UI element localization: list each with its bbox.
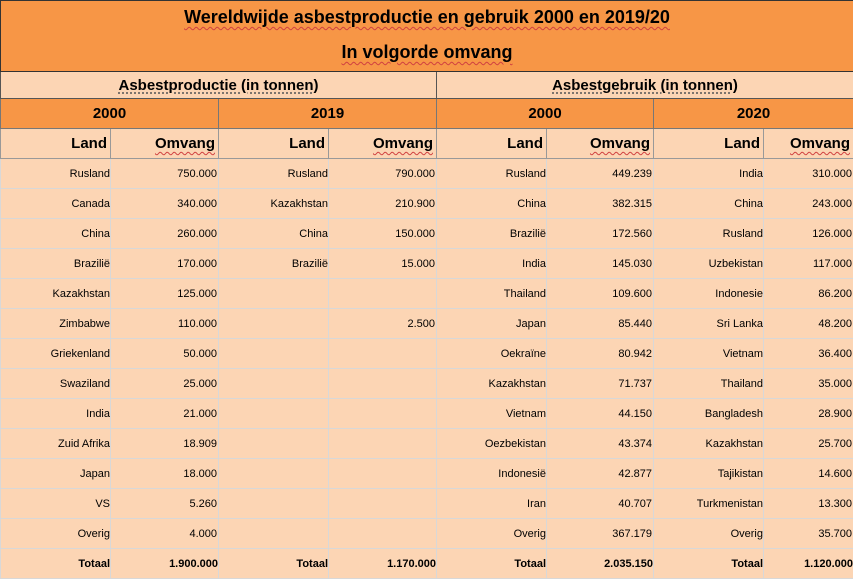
col-header-land: Land (654, 129, 764, 159)
cell-omvang: 13.300 (764, 489, 853, 519)
total-value: 1.900.000 (111, 549, 219, 579)
cell-omvang: 25.700 (764, 429, 853, 459)
cell-land: Zuid Afrika (1, 429, 111, 459)
col-header-land: Land (1, 129, 111, 159)
cell-omvang: 15.000 (329, 249, 437, 279)
cell-omvang: 340.000 (111, 189, 219, 219)
cell-omvang: 43.374 (547, 429, 654, 459)
cell-omvang: 110.000 (111, 309, 219, 339)
cell-land (219, 399, 329, 429)
table-row (1, 489, 853, 519)
col-header-omvang: Omvang (329, 129, 437, 159)
cell-omvang: 40.707 (547, 489, 654, 519)
cell-omvang: 310.000 (764, 159, 853, 189)
section-production: Asbestproductie (in tonnen) (1, 72, 437, 99)
year-header: 2000 (437, 99, 654, 129)
cell-omvang: 4.000 (111, 519, 219, 549)
table-row (1, 399, 853, 429)
year-header: 2019 (219, 99, 437, 129)
col-header-omvang: Omvang (764, 129, 853, 159)
table-subtitle: In volgorde omvang (1, 34, 853, 72)
cell-land (219, 459, 329, 489)
total-label: Totaal (1, 549, 111, 579)
cell-land (219, 429, 329, 459)
cell-land (219, 489, 329, 519)
cell-omvang: 117.000 (764, 249, 853, 279)
cell-land: Kazakhstan (654, 429, 764, 459)
cell-land: China (1, 219, 111, 249)
cell-omvang: 5.260 (111, 489, 219, 519)
cell-land (219, 339, 329, 369)
cell-land: Brazilië (437, 219, 547, 249)
cell-omvang: 28.900 (764, 399, 853, 429)
cell-land: Sri Lanka (654, 309, 764, 339)
cell-omvang (329, 489, 437, 519)
cell-omvang: 260.000 (111, 219, 219, 249)
cell-omvang: 172.560 (547, 219, 654, 249)
cell-land: China (654, 189, 764, 219)
cell-land: Iran (437, 489, 547, 519)
cell-land: Vietnam (654, 339, 764, 369)
cell-land: Oekraïne (437, 339, 547, 369)
cell-land: Turkmenistan (654, 489, 764, 519)
total-label: Totaal (654, 549, 764, 579)
cell-omvang: 150.000 (329, 219, 437, 249)
table-row (1, 189, 853, 219)
total-label: Totaal (437, 549, 547, 579)
cell-land: Tajikistan (654, 459, 764, 489)
cell-omvang: 14.600 (764, 459, 853, 489)
cell-land: India (1, 399, 111, 429)
cell-land: Vietnam (437, 399, 547, 429)
cell-omvang (329, 339, 437, 369)
cell-omvang (329, 459, 437, 489)
cell-omvang: 170.000 (111, 249, 219, 279)
table-row (1, 429, 853, 459)
cell-land: Indonesië (437, 459, 547, 489)
table-row (1, 339, 853, 369)
table-row (1, 519, 853, 549)
cell-omvang: 18.909 (111, 429, 219, 459)
cell-omvang: 243.000 (764, 189, 853, 219)
cell-omvang: 50.000 (111, 339, 219, 369)
cell-omvang: 367.179 (547, 519, 654, 549)
col-header-omvang: Omvang (547, 129, 654, 159)
table-row (1, 309, 853, 339)
cell-omvang: 44.150 (547, 399, 654, 429)
cell-omvang: 86.200 (764, 279, 853, 309)
cell-omvang: 42.877 (547, 459, 654, 489)
cell-land: Kazakhstan (219, 189, 329, 219)
cell-omvang: 750.000 (111, 159, 219, 189)
cell-omvang: 18.000 (111, 459, 219, 489)
col-header-omvang: Omvang (111, 129, 219, 159)
cell-land: Thailand (437, 279, 547, 309)
cell-omvang: 80.942 (547, 339, 654, 369)
cell-land: Japan (1, 459, 111, 489)
cell-omvang: 36.400 (764, 339, 853, 369)
cell-land: Griekenland (1, 339, 111, 369)
cell-land: China (219, 219, 329, 249)
cell-land: Overig (437, 519, 547, 549)
cell-land: Kazakhstan (1, 279, 111, 309)
cell-land (219, 369, 329, 399)
cell-land: Brazilië (219, 249, 329, 279)
cell-land: VS (1, 489, 111, 519)
table-row (1, 279, 853, 309)
total-value: 1.170.000 (329, 549, 437, 579)
cell-land: Japan (437, 309, 547, 339)
cell-land: Rusland (219, 159, 329, 189)
cell-land: Thailand (654, 369, 764, 399)
cell-omvang: 21.000 (111, 399, 219, 429)
cell-omvang (329, 519, 437, 549)
cell-land: Zimbabwe (1, 309, 111, 339)
table-row (1, 219, 853, 249)
cell-omvang: 145.030 (547, 249, 654, 279)
cell-land: Oezbekistan (437, 429, 547, 459)
cell-omvang: 790.000 (329, 159, 437, 189)
cell-omvang: 48.200 (764, 309, 853, 339)
table-row (1, 249, 853, 279)
cell-land: Bangladesh (654, 399, 764, 429)
cell-omvang: 126.000 (764, 219, 853, 249)
cell-land: Kazakhstan (437, 369, 547, 399)
cell-land: Rusland (437, 159, 547, 189)
cell-omvang: 449.239 (547, 159, 654, 189)
cell-omvang: 35.700 (764, 519, 853, 549)
cell-land (219, 309, 329, 339)
table-row (1, 369, 853, 399)
cell-land: India (654, 159, 764, 189)
year-header: 2000 (1, 99, 219, 129)
cell-omvang (329, 429, 437, 459)
cell-omvang: 382.315 (547, 189, 654, 219)
cell-land: Overig (1, 519, 111, 549)
cell-land: Uzbekistan (654, 249, 764, 279)
totals-row (1, 549, 853, 579)
col-header-land: Land (219, 129, 329, 159)
table-row (1, 459, 853, 489)
col-header-land: Land (437, 129, 547, 159)
cell-land: Swaziland (1, 369, 111, 399)
cell-land: Brazilië (1, 249, 111, 279)
section-usage: Asbestgebruik (in tonnen) (437, 72, 853, 99)
cell-omvang (329, 399, 437, 429)
cell-omvang: 71.737 (547, 369, 654, 399)
cell-omvang: 85.440 (547, 309, 654, 339)
cell-omvang (329, 369, 437, 399)
total-value: 1.120.000 (764, 549, 853, 579)
cell-omvang: 35.000 (764, 369, 853, 399)
total-label: Totaal (219, 549, 329, 579)
table-title: Wereldwijde asbestproductie en gebruik 2000 en 2019/20 (1, 1, 853, 35)
cell-land: Overig (654, 519, 764, 549)
cell-omvang (329, 279, 437, 309)
cell-land: China (437, 189, 547, 219)
cell-land: India (437, 249, 547, 279)
year-header: 2020 (654, 99, 853, 129)
cell-land: Rusland (654, 219, 764, 249)
cell-land: Indonesie (654, 279, 764, 309)
cell-omvang: 2.500 (329, 309, 437, 339)
cell-land: Canada (1, 189, 111, 219)
cell-land: Rusland (1, 159, 111, 189)
cell-omvang: 125.000 (111, 279, 219, 309)
cell-omvang: 109.600 (547, 279, 654, 309)
total-value: 2.035.150 (547, 549, 654, 579)
cell-omvang: 25.000 (111, 369, 219, 399)
cell-omvang: 210.900 (329, 189, 437, 219)
cell-land (219, 519, 329, 549)
table-row (1, 159, 853, 189)
cell-land (219, 279, 329, 309)
